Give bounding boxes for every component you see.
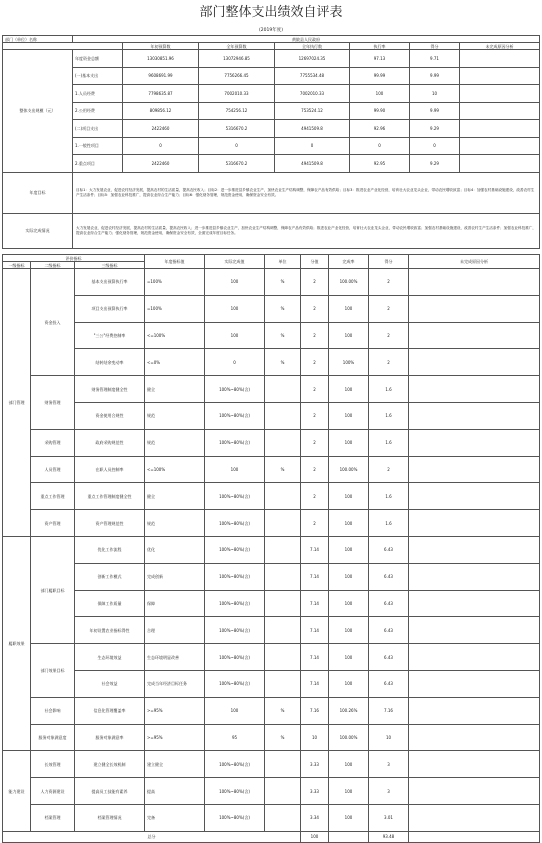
actual-text: 大力发展农业，促进农村经济发展，提高农村的生活质量，提高农民收入；进一步推进县乡镇农业生产，加快农业生产结构调整，保障农产品有效供给；推进农业产业化经营，培育壮大农业龙头企业，带动农民增收致富；加强农村基础设施建设，改善农村生产生活条件；加强农业科技推广，提高农业综合生产能力；强化财务管理，规范资金使用，确保资金安全有效，全面完成年度目标任务。 — [73, 213, 540, 248]
budget-annual: 0 — [199, 137, 275, 155]
level3-indicator: 创新工作模式 — [75, 563, 145, 590]
target-value: >=95% — [145, 697, 205, 724]
page-title: 部门整体支出绩效自评表 — [199, 5, 343, 20]
score-got: 6.43 — [369, 644, 409, 671]
score-weight: 10 — [301, 724, 329, 751]
reason-cell — [409, 778, 540, 805]
budget-row — [3, 155, 540, 173]
completion-rate: 100% — [329, 349, 369, 376]
level3-indicator: 社会效益 — [75, 670, 145, 697]
reason-cell — [409, 590, 540, 617]
score-got: 1.6 — [369, 429, 409, 456]
reason-cell — [409, 510, 540, 537]
reason-cell — [409, 724, 540, 751]
target-value: <=100% — [145, 456, 205, 483]
target-value: 规范 — [145, 510, 205, 537]
reason-cell — [409, 349, 540, 376]
level3-indicator: 基本支出预算执行率 — [75, 269, 145, 296]
budget-executed: 753524.12 — [275, 102, 350, 120]
completion-rate: 100 — [329, 778, 369, 805]
budget-row — [3, 120, 540, 138]
target-value: 完成创新 — [145, 563, 205, 590]
target-value: 优化 — [145, 536, 205, 563]
budget-reason — [460, 50, 540, 68]
target-value: 建立健全 — [145, 751, 205, 778]
score-got: 1.6 — [369, 510, 409, 537]
level2-indicator: 部门履职目标 — [31, 536, 75, 643]
indicator-row — [3, 536, 540, 563]
actual-value: 100%~80%(含) — [205, 670, 265, 697]
level2-indicator: 社会影响 — [31, 697, 75, 724]
score-got: 6.43 — [369, 536, 409, 563]
score-got: 1.6 — [369, 376, 409, 403]
budget-row — [3, 67, 540, 85]
completion-rate: 100 — [329, 483, 369, 510]
budget-score: 0 — [410, 137, 460, 155]
unit — [265, 402, 301, 429]
level3-indicator: 在职人员控制率 — [75, 456, 145, 483]
actual-value: 100%~80%(含) — [205, 617, 265, 644]
score-got: 2 — [369, 456, 409, 483]
score-weight: 2 — [301, 376, 329, 403]
budget-col-header: 执行率 — [350, 43, 410, 50]
target-value: =100% — [145, 295, 205, 322]
unit — [265, 483, 301, 510]
level3-indicator: 优化工作流程 — [75, 536, 145, 563]
budget-executed: 12697024.35 — [275, 50, 350, 68]
budget-score: 10 — [410, 85, 460, 103]
budget-annual: 7002010.33 — [199, 85, 275, 103]
completion-rate: 100 — [329, 590, 369, 617]
completion-rate: 100.00% — [329, 724, 369, 751]
target-value: 提高 — [145, 778, 205, 805]
budget-score: 9.71 — [410, 50, 460, 68]
unit — [265, 510, 301, 537]
target-value: =100% — [145, 269, 205, 296]
completion-rate: 100.26% — [329, 697, 369, 724]
perf-col-header: 一级指标 — [3, 262, 31, 269]
completion-rate: 100 — [329, 617, 369, 644]
actual-value: 100%~80%(含) — [205, 644, 265, 671]
indicator-row — [3, 402, 540, 429]
level3-indicator: 生态环境效益 — [75, 644, 145, 671]
budget-exec-rate: 99.99 — [350, 67, 410, 85]
score-got: 2 — [369, 349, 409, 376]
level3-indicator: 重点工作管理制度健全性 — [75, 483, 145, 510]
indicator-row — [3, 644, 540, 671]
budget-col-header: 全年预算数 — [199, 43, 275, 50]
level2-indicator: 档案管理 — [31, 804, 75, 831]
score-weight: 2 — [301, 295, 329, 322]
budget-col-header: 全年执行数 — [275, 43, 350, 50]
budget-reason — [460, 67, 540, 85]
reason-cell — [409, 269, 540, 296]
budget-reason — [460, 137, 540, 155]
target-value: 生态环境明显改善 — [145, 644, 205, 671]
actual-value: 100%~80%(含) — [205, 778, 265, 805]
budget-row — [3, 50, 540, 68]
level3-indicator: 年初设置农业指标得性 — [75, 617, 145, 644]
level2-indicator: 服务对象满意度 — [31, 724, 75, 751]
budget-row — [3, 102, 540, 120]
budget-row-label: 年度资金总额 — [73, 50, 123, 68]
actual-value: 100%~80%(含) — [205, 536, 265, 563]
score-weight: 3.34 — [301, 804, 329, 831]
completion-rate: 100 — [329, 376, 369, 403]
score-weight: 3.33 — [301, 751, 329, 778]
score-weight: 7.14 — [301, 670, 329, 697]
actual-value: 100%~80%(含) — [205, 563, 265, 590]
blank-cell — [3, 43, 123, 50]
budget-initial: 809856.12 — [123, 102, 199, 120]
completion-rate: 100 — [329, 295, 369, 322]
completion-rate: 100 — [329, 536, 369, 563]
score-weight: 2 — [301, 456, 329, 483]
level2-indicator: 人员管理 — [31, 456, 75, 483]
score-weight: 2 — [301, 429, 329, 456]
level3-indicator: 信息化管理覆盖率 — [75, 697, 145, 724]
budget-score: 9.29 — [410, 120, 460, 138]
target-value: 健全 — [145, 376, 205, 403]
score-weight: 7.14 — [301, 590, 329, 617]
budget-row — [3, 137, 540, 155]
target-value: 规范 — [145, 429, 205, 456]
target-value: 保障 — [145, 590, 205, 617]
budget-exec-rate: 100 — [350, 85, 410, 103]
actual-value: 100 — [205, 295, 265, 322]
level2-indicator: 长效管理 — [31, 751, 75, 778]
unit — [265, 429, 301, 456]
budget-initial: 13030851.96 — [123, 50, 199, 68]
budget-row-label: (一)基本支出 — [73, 67, 123, 85]
target-value: 健全 — [145, 483, 205, 510]
level3-indicator: "三公"经费控制率 — [75, 322, 145, 349]
unit — [265, 670, 301, 697]
dept-row — [3, 36, 540, 43]
score-got: 3 — [369, 751, 409, 778]
unit: % — [265, 724, 301, 751]
indicator-row — [3, 349, 540, 376]
score-got: 2 — [369, 269, 409, 296]
indicator-row — [3, 269, 540, 296]
budget-annual: 5316670.2 — [199, 120, 275, 138]
unit: % — [265, 349, 301, 376]
score-got: 1.6 — [369, 402, 409, 429]
unit — [265, 376, 301, 403]
score-got: 7.16 — [369, 697, 409, 724]
indicator-row — [3, 804, 540, 831]
unit — [265, 751, 301, 778]
actual-value: 100%~80%(含) — [205, 402, 265, 429]
reason-cell — [409, 429, 540, 456]
level2-indicator: 重点工作管理 — [31, 483, 75, 510]
completion-rate: 100 — [329, 402, 369, 429]
unit — [265, 563, 301, 590]
performance-table — [2, 254, 540, 843]
score-weight: 7.14 — [301, 617, 329, 644]
perf-col-header: 得分 — [369, 255, 409, 269]
budget-initial: 7798635.87 — [123, 85, 199, 103]
budget-exec-rate: 97.13 — [350, 50, 410, 68]
budget-exec-rate: 92.96 — [350, 120, 410, 138]
level3-indicator: 资产管理规范性 — [75, 510, 145, 537]
budget-col-header: 年初预算数 — [123, 43, 199, 50]
completion-rate: 100 — [329, 510, 369, 537]
level2-indicator: 采购管理 — [31, 429, 75, 456]
budget-executed: 7002010.33 — [275, 85, 350, 103]
level2-indicator: 财务管理 — [31, 376, 75, 430]
reason-cell — [409, 697, 540, 724]
target-value: <=100% — [145, 322, 205, 349]
reason-cell — [409, 751, 540, 778]
actual-value: 0 — [205, 349, 265, 376]
budget-row-label: 2.重点项目 — [73, 155, 123, 173]
unit: % — [265, 269, 301, 296]
level3-indicator: 项目支出预算执行率 — [75, 295, 145, 322]
perf-col-header: 年度指标值 — [145, 255, 205, 269]
unit — [265, 804, 301, 831]
budget-header-row — [3, 43, 540, 50]
score-weight: 2 — [301, 402, 329, 429]
completion-rate: 100 — [329, 429, 369, 456]
level1-indicator: 部门管理 — [3, 269, 31, 537]
score-weight: 7.14 — [301, 536, 329, 563]
score-weight: 3.33 — [301, 778, 329, 805]
level3-indicator: 提高员工技能有素养 — [75, 778, 145, 805]
level2-indicator: 人力资源建设 — [31, 778, 75, 805]
budget-reason — [460, 155, 540, 173]
budget-annual: 13072946.85 — [199, 50, 275, 68]
actual-value: 100%~80%(含) — [205, 751, 265, 778]
actual-row — [3, 213, 540, 248]
budget-col-header: 得分 — [410, 43, 460, 50]
actual-value: 100%~80%(含) — [205, 483, 265, 510]
actual-value: 100 — [205, 322, 265, 349]
completion-rate: 100.00% — [329, 269, 369, 296]
actual-value: 100 — [205, 456, 265, 483]
indicator-row — [3, 590, 540, 617]
completion-rate: 100 — [329, 322, 369, 349]
unit — [265, 778, 301, 805]
level3-indicator: 资金使用合规性 — [75, 402, 145, 429]
score-weight: 7.14 — [301, 563, 329, 590]
budget-row — [3, 85, 540, 103]
indicator-row — [3, 724, 540, 751]
indicator-row — [3, 778, 540, 805]
reason-cell — [409, 563, 540, 590]
actual-value: 95 — [205, 724, 265, 751]
level3-indicator: 服务对象满意率 — [75, 724, 145, 751]
unit: % — [265, 697, 301, 724]
completion-rate: 100 — [329, 670, 369, 697]
score-got: 3.01 — [369, 804, 409, 831]
score-got: 6.43 — [369, 617, 409, 644]
score-weight: 2 — [301, 349, 329, 376]
budget-table — [2, 35, 540, 249]
budget-annual: 5316670.2 — [199, 155, 275, 173]
actual-value: 100%~80%(含) — [205, 804, 265, 831]
indicator-row — [3, 376, 540, 403]
completion-rate: 100 — [329, 644, 369, 671]
budget-reason — [460, 120, 540, 138]
score-got: 2 — [369, 295, 409, 322]
indicator-row — [3, 483, 540, 510]
goals-row — [3, 172, 540, 213]
indicator-row — [3, 670, 540, 697]
unit — [265, 644, 301, 671]
perf-col-header: 实际完成值 — [205, 255, 265, 269]
goals-label: 年度目标 — [3, 172, 73, 213]
target-value: 规范 — [145, 402, 205, 429]
score-got: 6.43 — [369, 563, 409, 590]
score-weight: 2 — [301, 483, 329, 510]
level1-indicator: 能力建设 — [3, 751, 31, 831]
score-weight: 7.14 — [301, 644, 329, 671]
total-label: 总分 — [3, 831, 301, 842]
total-got: 93.48 — [369, 831, 409, 842]
reason-cell — [409, 670, 540, 697]
total-score: 100 — [301, 831, 329, 842]
budget-reason — [460, 85, 540, 103]
target-value: 合理 — [145, 617, 205, 644]
score-got: 10 — [369, 724, 409, 751]
indicator-row — [3, 510, 540, 537]
budget-annual: 754256.12 — [199, 102, 275, 120]
budget-group-label: 整体支出规模（元） — [3, 50, 73, 173]
reason-cell — [409, 402, 540, 429]
completion-rate: 100 — [329, 563, 369, 590]
score-weight: 2 — [301, 322, 329, 349]
reason-cell — [409, 536, 540, 563]
reason-cell — [409, 376, 540, 403]
score-weight: 2 — [301, 510, 329, 537]
budget-exec-rate: 92.95 — [350, 155, 410, 173]
completion-rate: 100 — [329, 804, 369, 831]
actual-value: 100%~80%(含) — [205, 429, 265, 456]
target-value: 完备 — [145, 804, 205, 831]
target-value: 完成当年经济目标任务 — [145, 670, 205, 697]
indicator-row — [3, 563, 540, 590]
goals-text: 目标1：大力发展农业，促进农村经济发展，提高农村的生活质量，提高农民收入；目标2：进一步推进县乡镇农业生产，加快农业生产结构调整，保障农产品有效供给；目标3：推进农业产业化经营，培育壮大农业龙头企业，带动农民增收致富；目标4：加强农村基础设施建设，改善农村生产生活条件；目标5：加强农业科技推广，提高农业综合生产能力；目标6：强化财务管理，规范资金使用，确保资金安全有效。 — [73, 172, 540, 213]
level3-indicator: 保障工作质量 — [75, 590, 145, 617]
budget-exec-rate: 99.90 — [350, 102, 410, 120]
level3-indicator: 档案管理情况 — [75, 804, 145, 831]
budget-row-label: (二)项目支出 — [73, 120, 123, 138]
budget-initial: 2422460 — [123, 120, 199, 138]
score-weight: 7.16 — [301, 697, 329, 724]
budget-row-label: 1.人员经费 — [73, 85, 123, 103]
indicator-row — [3, 456, 540, 483]
budget-initial: 9608691.99 — [123, 67, 199, 85]
completion-rate: 100.00% — [329, 456, 369, 483]
indicator-row — [3, 322, 540, 349]
budget-executed: 4941509.8 — [275, 120, 350, 138]
budget-reason — [460, 102, 540, 120]
indicator-row — [3, 617, 540, 644]
score-weight: 2 — [301, 269, 329, 296]
reason-cell — [409, 456, 540, 483]
perf-col-header: 二级指标 — [31, 262, 75, 269]
level3-indicator: 建立健全长效机制 — [75, 751, 145, 778]
page-subtitle: (2019年度) — [259, 28, 283, 33]
indicator-row — [3, 751, 540, 778]
indicator-row — [3, 295, 540, 322]
unit: % — [265, 322, 301, 349]
budget-row-label: 2.公用经费 — [73, 102, 123, 120]
budget-col-header: 未完成原因分析 — [460, 43, 540, 50]
budget-score: 9.99 — [410, 67, 460, 85]
score-got: 6.43 — [369, 670, 409, 697]
actual-label: 实际完成情况 — [3, 213, 73, 248]
reason-cell — [409, 295, 540, 322]
level3-indicator: 结转结余变动率 — [75, 349, 145, 376]
level1-indicator: 履职效果 — [3, 536, 31, 750]
target-value: >=95% — [145, 724, 205, 751]
completion-rate: 100 — [329, 751, 369, 778]
perf-col-header: 三级指标 — [75, 262, 145, 269]
score-got: 1.6 — [369, 483, 409, 510]
level2-indicator: 部门效果目标 — [31, 644, 75, 698]
actual-value: 100%~80%(含) — [205, 376, 265, 403]
perf-col-header: 分值 — [301, 255, 329, 269]
unit: % — [265, 456, 301, 483]
unit — [265, 536, 301, 563]
score-got: 3 — [369, 778, 409, 805]
budget-executed: 7755534.48 — [275, 67, 350, 85]
reason-cell — [409, 617, 540, 644]
budget-score: 9.29 — [410, 155, 460, 173]
reason-cell — [409, 483, 540, 510]
reason-cell — [409, 644, 540, 671]
unit: % — [265, 295, 301, 322]
dept-name: 黄陂县人民政府 — [73, 36, 540, 43]
level2-indicator: 资金投入 — [31, 269, 75, 376]
unit — [265, 590, 301, 617]
level3-indicator: 财务管理制度健全性 — [75, 376, 145, 403]
actual-value: 100%~80%(含) — [205, 590, 265, 617]
header-group: 评价指标 — [3, 255, 145, 262]
score-got: 2 — [369, 322, 409, 349]
level3-indicator: 政府采购规范性 — [75, 429, 145, 456]
budget-executed: 0 — [275, 137, 350, 155]
level2-indicator: 资产管理 — [31, 510, 75, 537]
actual-value: 100 — [205, 269, 265, 296]
reason-cell — [409, 322, 540, 349]
budget-initial: 2422460 — [123, 155, 199, 173]
budget-annual: 7756266.45 — [199, 67, 275, 85]
target-value: <=0% — [145, 349, 205, 376]
perf-col-header: 未完成原因分析 — [409, 255, 540, 269]
actual-value: 100 — [205, 697, 265, 724]
budget-initial: 0 — [123, 137, 199, 155]
indicator-row — [3, 697, 540, 724]
perf-col-header: 完成率 — [329, 255, 369, 269]
budget-row-label: 1.一般性项目 — [73, 137, 123, 155]
indicator-row — [3, 429, 540, 456]
perf-col-header: 单位 — [265, 255, 301, 269]
dept-label: 部门（单位）名称 — [3, 36, 73, 43]
budget-exec-rate: 0 — [350, 137, 410, 155]
reason-cell — [409, 804, 540, 831]
budget-executed: 4941509.8 — [275, 155, 350, 173]
actual-value: 100%~80%(含) — [205, 510, 265, 537]
unit — [265, 617, 301, 644]
score-got: 6.43 — [369, 590, 409, 617]
budget-score: 9.99 — [410, 102, 460, 120]
perf-header-row — [3, 255, 540, 262]
